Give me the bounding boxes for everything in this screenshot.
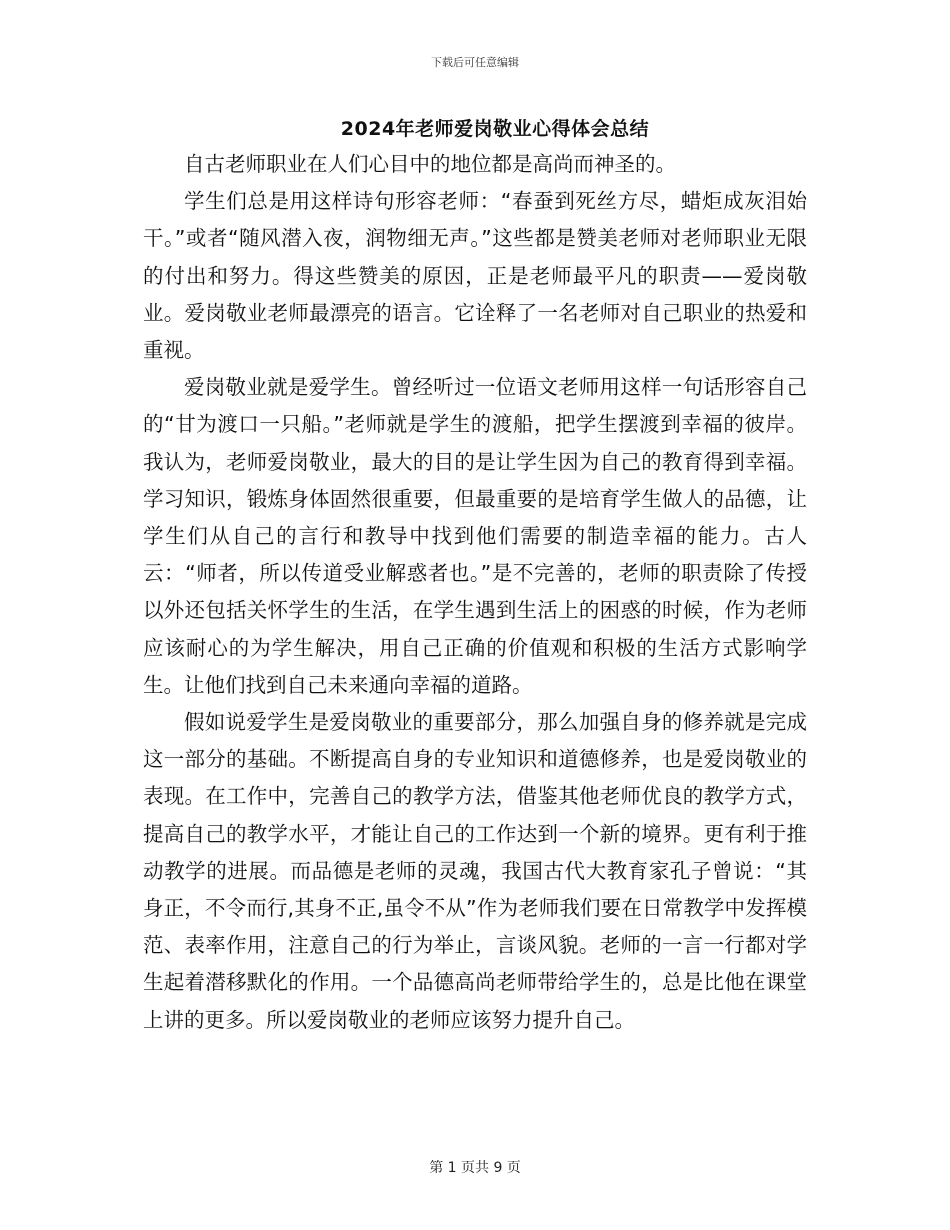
paragraph-2: 学生们总是用这样诗句形容老师：“春蚕到死丝方尽，蜡炬成灰泪始干。”或者“随风潜入夜，润物细无声。”这些都是赞美老师对老师职业无限的付出和努力。得这些赞美的原因，正是老师最平凡的职责——爱岗敬业。爱岗敬业老师最漂亮的语言。它诠释了一名老师对自己职业的热爱和重视。	[143, 189, 807, 363]
document-body	[143, 146, 807, 1039]
paragraph-4: 假如说爱学生是爱岗敬业的重要部分，那么加强自身的修养就是完成这一部分的基础。不断提高自身的专业知识和道德修养，也是爱岗敬业的表现。在工作中，完善自己的教学方法，借鉴其他老师优良的教学方式，提高自己的教学水平，才能让自己的工作达到一个新的境界。更有利于推动教学的进展。而品德是老师的灵魂，我国古代大教育家孔子曾说：“其身正，不令而行,其身不正,虽令不从”作为老师我们要在日常教学中发挥模范、表率作用，注意自己的行为举止，言谈风貌。老师的一言一行都对学生起着潜移默化的作用。一个品德高尚老师带给学生的，总是比他在课堂上讲的更多。所以爱岗敬业的老师应该努力提升自己。	[143, 710, 807, 1032]
paragraph-3: 爱岗敬业就是爱学生。曾经听过一位语文老师用这样一句话形容自己的“甘为渡口一只船。”老师就是学生的渡船，把学生摆渡到幸福的彼岸。我认为，老师爱岗敬业，最大的目的是让学生因为自己的教育得到幸福。学习知识，锻炼身体固然很重要，但最重要的是培育学生做人的品德，让学生们从自己的言行和教导中找到他们需要的制造幸福的能力。古人云：“师者，所以传道受业解惑者也。”是不完善的，老师的职责除了传授以外还包括关怀学生的生活，在学生遇到生活上的困惑的时候，作为老师应该耐心的为学生解决，用自己正确的价值观和积极的生活方式影响学生。让他们找到自己未来通向幸福的道路。	[143, 375, 807, 697]
page-header-note: 下载后可任意编辑	[431, 56, 519, 69]
paragraph-1: 自古老师职业在人们心目中的地位都是高尚而神圣的。	[184, 152, 676, 176]
document-title: 2024年老师爱岗敬业心得体会总结	[340, 118, 650, 140]
page-number: 第 1 页共 9 页	[429, 1160, 521, 1176]
